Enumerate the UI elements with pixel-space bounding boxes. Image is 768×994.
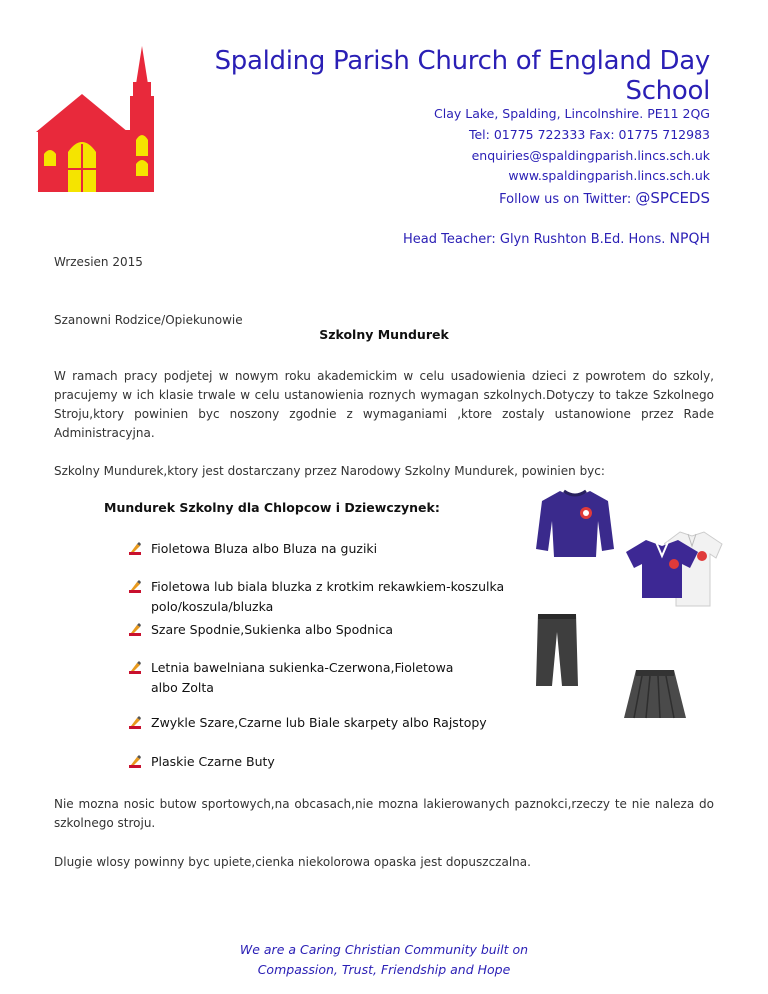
- twitter-prefix: Follow us on Twitter:: [499, 192, 636, 207]
- grey-skirt-icon: [622, 668, 688, 722]
- school-motto: [0, 940, 768, 980]
- paragraph-restrictions: Nie mozna nosic butow sportowych,na obcasach,nie mozna lakierowanych paznokci,rzeczy te nie naleza do szkolnego stroju.: [54, 797, 714, 830]
- uniform-list-heading: Mundurek Szkolny dla Chlopcow i Dziewczynek:: [104, 500, 440, 515]
- letter-date: Wrzesien 2015: [54, 255, 143, 269]
- paragraph-supplier: Szkolny Mundurek,ktory jest dostarczany przez Narodowy Szkolny Mundurek, powinien byc:: [54, 464, 605, 478]
- motto-line-1: We are a Caring Christian Community built on: [239, 942, 529, 957]
- list-item-label: Plaskie Czarne Buty: [151, 754, 275, 769]
- list-item: [128, 713, 487, 733]
- pencil-bullet-icon: [128, 580, 142, 594]
- school-phone: Tel: 01775 722333 Fax: 01775 712983: [468, 127, 710, 142]
- head-teacher: [403, 231, 710, 247]
- twitter-line: [499, 189, 710, 207]
- school-website[interactable]: www.spaldingparish.lincs.sch.uk: [508, 168, 710, 183]
- pencil-bullet-icon: [128, 623, 142, 637]
- school-address: Clay Lake, Spalding, Lincolnshire. PE11 2QG: [434, 106, 710, 121]
- purple-sweatshirt-icon: [534, 487, 616, 559]
- salutation: Szanowni Rodzice/Opiekunowie: [54, 313, 243, 327]
- list-item-label: Szare Spodnie,Sukienka albo Spodnica: [151, 622, 394, 637]
- church-logo-icon: [30, 44, 180, 194]
- paragraph-intro: W ramach pracy podjetej w nowym roku akademickim w celu usadowienia dzieci z powrotem do szkoly, pracujemy w ich klasie trwale w celu ustanowienia roznych wymagan szkolnych.Dotyczy to takze Szkolnego Stroju,ktory powinien byc noszony zgodnie z wymaganiami ,ktore zostaly ustanowione przez Rade Administracyjna.: [54, 369, 714, 440]
- pencil-bullet-icon: [128, 661, 142, 675]
- list-item-label: Zwykle Szare,Czarne lub Biale skarpety albo Rajstopy: [151, 715, 487, 730]
- paragraph-hair: Dlugie wlosy powinny byc upiete,cienka niekolorowa opaska jest dopuszczalna.: [54, 855, 531, 869]
- list-item: [128, 577, 618, 617]
- twitter-handle[interactable]: @SPCEDS: [635, 189, 710, 207]
- pencil-bullet-icon: [128, 542, 142, 556]
- list-item: [128, 620, 393, 640]
- list-item: [128, 658, 473, 698]
- list-item-label: Letnia bawelniana sukienka-Czerwona,Fioletowa albo Zolta: [151, 660, 454, 695]
- list-item-label: Fioletowa Bluza albo Bluza na guziki: [151, 541, 378, 556]
- pencil-bullet-icon: [128, 755, 142, 769]
- head-teacher-quals: NPQH: [669, 231, 710, 247]
- purple-polo-icon: [626, 538, 700, 600]
- list-item: [128, 752, 275, 772]
- head-teacher-name: Head Teacher: Glyn Rushton B.Ed. Hons.: [403, 232, 670, 247]
- school-name: Spalding Parish Church of England Day School: [214, 46, 710, 106]
- letter-subject: Szkolny Mundurek: [319, 327, 449, 342]
- motto-line-2: Compassion, Trust, Friendship and Hope: [257, 962, 511, 977]
- pencil-bullet-icon: [128, 716, 142, 730]
- grey-trousers-icon: [534, 612, 580, 688]
- list-item-label: Fioletowa lub biala bluzka z krotkim rekawkiem-koszulka polo/koszula/bluzka: [151, 579, 505, 614]
- list-item: [128, 539, 377, 559]
- school-email[interactable]: enquiries@spaldingparish.lincs.sch.uk: [471, 148, 710, 163]
